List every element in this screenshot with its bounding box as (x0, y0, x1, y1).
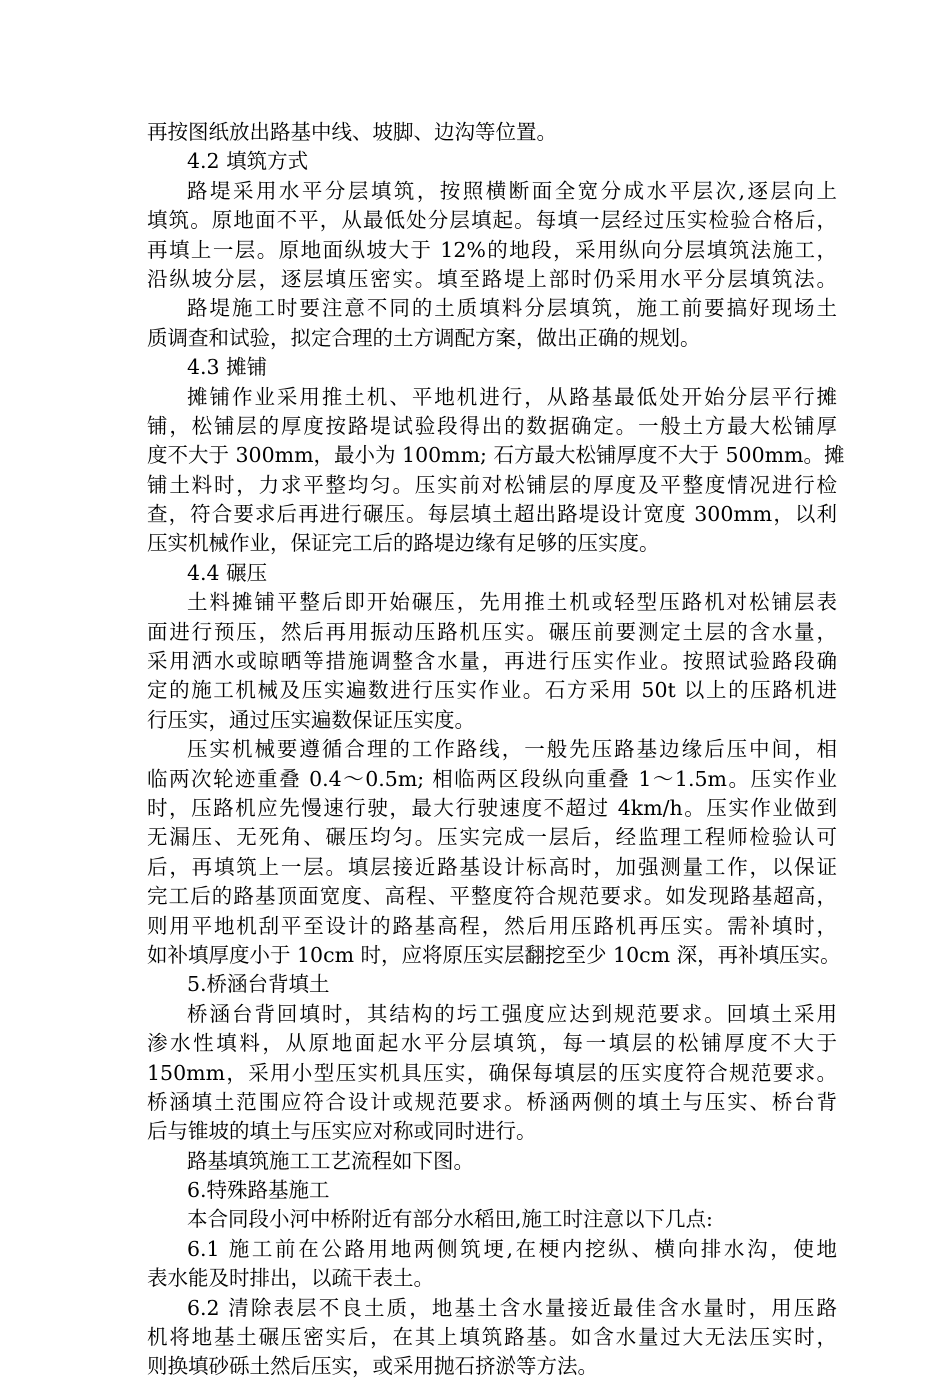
paragraph-line: 面进行预压，然后再用振动压路机压实。碾压前要测定土层的含水量， (147, 619, 837, 644)
paragraph-first-line: 6.2 清除表层不良土质，地基土含水量接近最佳含水量时，用压路 (187, 1295, 837, 1320)
section-heading: 4.3 摊铺 (187, 355, 268, 380)
paragraph-line: 则用平地机刮平至设计的路基高程，然后用压路机再压实。需补填时， (147, 913, 837, 938)
section-heading: 4.4 碾压 (187, 560, 268, 585)
section-heading: 4.2 填筑方式 (187, 149, 309, 174)
paragraph-line: 渗水性填料，从原地面起水平分层填筑，每一填层的松铺厚度不大于 (147, 1031, 837, 1056)
paragraph-last-line: 则换填砂砾土然后压实，或采用抛石挤淤等方法。 (147, 1354, 598, 1379)
paragraph-line: 度不大于 300mm，最小为 100mm; 石方最大松铺厚度不大于 500mm。摊 (147, 443, 845, 468)
paragraph-line: 查，符合要求后再进行碾压。每层填土超出路堤设计宽度 300mm，以利 (147, 502, 837, 527)
paragraph-line: 采用洒水或晾晒等措施调整含水量，再进行压实作业。按照试验路段确 (147, 649, 837, 674)
paragraph-line: 沿纵坡分层，逐层填压密实。填至路堤上部时仍采用水平分层填筑法。 (147, 266, 837, 291)
section-heading: 5.桥涵台背填土 (187, 972, 330, 997)
paragraph-line: 铺土料时，力求平整均匀。压实前对松铺层的厚度及平整度情况进行检 (147, 472, 837, 497)
paragraph-last-line: 后与锥坡的填土与压实应对称或同时进行。 (147, 1119, 537, 1144)
paragraph-first-line: 路堤采用水平分层填筑，按照横断面全宽分成水平层次,逐层向上 (187, 178, 837, 203)
section-heading: 6.特殊路基施工 (187, 1178, 330, 1203)
paragraph-last-line: 表水能及时排出，以疏干表土。 (147, 1266, 434, 1291)
paragraph-line: 机将地基土碾压密实后，在其上填筑路基。如含水量过大无法压实时， (147, 1325, 837, 1350)
paragraph-last-line: 压实机械作业，保证完工后的路堤边缘有足够的压实度。 (147, 531, 660, 556)
paragraph-line: 再填上一层。原地面纵坡大于 12%的地段，采用纵向分层填筑法施工， (147, 237, 837, 262)
paragraph-first-line: 桥涵台背回填时，其结构的圬工强度应达到规范要求。回填土采用 (187, 1001, 837, 1026)
paragraph-line: 如补填厚度小于 10cm 时，应将原压实层翻挖至少 10cm 深，再补填压实。 (147, 942, 841, 967)
section-heading: 路基填筑施工工艺流程如下图。 (187, 1148, 474, 1173)
paragraph-line: 时，压路机应先慢速行驶，最大行驶速度不超过 4km/h。压实作业做到 (147, 795, 837, 820)
section-heading: 本合同段小河中桥附近有部分水稻田,施工时注意以下几点: (187, 1207, 713, 1232)
paragraph-first-line: 土料摊铺平整后即开始碾压，先用推土机或轻型压路机对松铺层表 (187, 590, 837, 615)
document-body (147, 118, 845, 1382)
paragraph-line: 150mm，采用小型压实机具压实，确保每填层的压实度符合规范要求。 (147, 1060, 837, 1085)
paragraph-line: 无漏压、无死角、碾压均匀。压实完成一层后，经监理工程师检验认可 (147, 825, 837, 850)
paragraph-first-line: 6.1 施工前在公路用地两侧筑埂,在梗内挖纵、横向排水沟，使地 (187, 1236, 837, 1261)
paragraph-last-line: 行压实，通过压实遍数保证压实度。 (147, 707, 475, 732)
paragraph-line: 完工后的路基顶面宽度、高程、平整度符合规范要求。如发现路基超高， (147, 884, 837, 909)
paragraph-line: 定的施工机械及压实遍数进行压实作业。石方采用 50t 以上的压路机进 (147, 678, 837, 703)
paragraph-line: 临两次轮迹重叠 0.4～0.5m; 相临两区段纵向重叠 1～1.5m。压实作业 (147, 766, 837, 791)
paragraph-line: 铺，松铺层的厚度按路堤试验段得出的数据确定。一般土方最大松铺厚 (147, 413, 837, 438)
paragraph-last-line: 再按图纸放出路基中线、坡脚、边沟等位置。 (147, 120, 557, 144)
paragraph-first-line: 路堤施工时要注意不同的土质填料分层填筑，施工前要搞好现场土 (187, 296, 837, 321)
paragraph-first-line: 压实机械要遵循合理的工作路线，一般先压路基边缘后压中间，相 (187, 737, 837, 762)
paragraph-line: 后，再填筑上一层。填层接近路基设计标高时，加强测量工作，以保证 (147, 854, 837, 879)
paragraph-first-line: 摊铺作业采用推土机、平地机进行，从路基最低处开始分层平行摊 (187, 384, 837, 409)
paragraph-last-line: 质调查和试验，拟定合理的土方调配方案，做出正确的规划。 (147, 325, 701, 350)
paragraph-line: 填筑。原地面不平，从最低处分层填起。每填一层经过压实检验合格后， (147, 208, 837, 233)
paragraph-line: 桥涵填土范围应符合设计或规范要求。桥涵两侧的填土与压实、桥台背 (147, 1089, 837, 1114)
